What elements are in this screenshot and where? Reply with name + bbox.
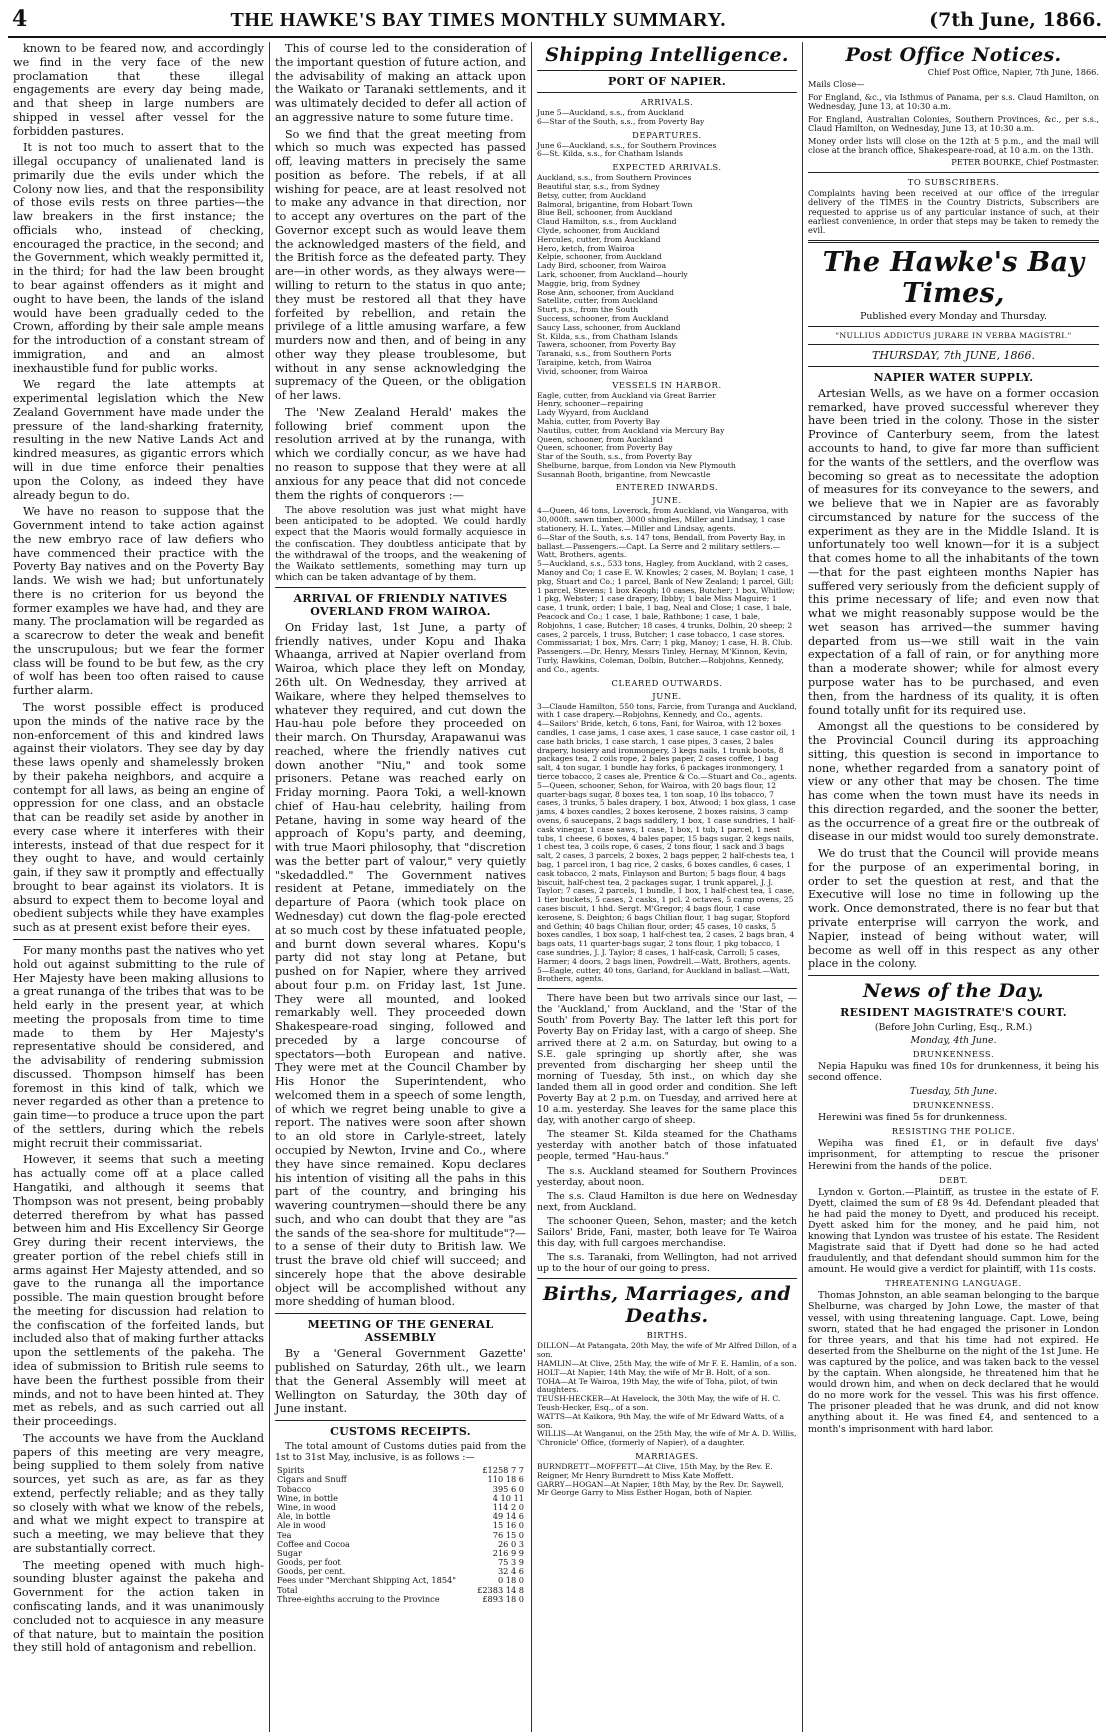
list-item: Claud Hamilton, s.s., from Auckland: [537, 217, 677, 227]
list-item: TOHA—At Te Wairoa, 19th May, the wife of Toha, pilot, of twin daughters.: [537, 1376, 778, 1395]
customs-total-value: £2383 14 8: [477, 1584, 524, 1595]
columns: [8, 42, 1106, 1732]
tuesday-date: Tuesday, 5th June.: [909, 1086, 998, 1098]
list-item: Success, schooner, from Auckland: [537, 313, 669, 323]
list-item: Lady Wyyard, from Auckland: [537, 408, 649, 418]
list-item: WATTS—At Kaikora, 9th May, the wife of Mr Edward Watts, of a son.: [537, 1411, 785, 1430]
paragraph: The meeting opened with much high-sounding bluster against the pakeha and Government for the action taken in confiscating lands, and it was unanimously concluded not to acquiesce in any measure of that nature, but to maintain the position they still hold of antagonism and rebellion.: [13, 1558, 264, 1655]
paragraph: For many months past the natives who yet hold out against submitting to the rule of Her Majesty have been making allusions to a great runanga of the tribes that was to be held early in the present year, at which meeting the proposals from time to time made to them by Her Majesty's representative should be considered, and the advisability of rendering submission discussed. Thompson himself has been foremost in this kind of talk, which we never regarded as other than a pretence to gain time—to produce a truce upon the part of the settlers, during which the rebels might recruit their commissariat.: [13, 944, 264, 1150]
births-list: [537, 1342, 797, 1448]
newspaper-title: THE HAWKE'S BAY TIMES MONTHLY SUMMARY.: [230, 9, 726, 31]
customs-item: Spirits: [277, 1465, 305, 1476]
customs-amount: 32 4 6: [497, 1566, 524, 1577]
list-item: Eagle, cutter, from Auckland via Great Barrier: [537, 390, 716, 400]
list-item: 3—Claude Hamilton, 550 tons, Farcie, from Turanga and Auckland, with 1 case drapery.—Robjohns, Kennedy, and Co., agents.: [537, 701, 797, 720]
list-item: 6—Star of the South, s.s. 147 tons, Bendall, from Poverty Bay, in ballast.—Passengers.—Capt. La Serre and 2 military settlers.—Watt, Brothers, agents.: [537, 532, 786, 560]
customs-eighths-label: Three-eighths accruing to the Province: [277, 1593, 440, 1604]
shipping-heading: Shipping Intelligence.: [545, 44, 789, 66]
list-item: Susannah Booth, brigantine, from Newcastle: [537, 469, 711, 479]
shipping-news: [537, 993, 797, 1274]
paragraph: However, it seems that such a meeting has actually come off at a place called Hangatiki, and although it seems that Thompson was not present, being probably deterred therefrom by what has passed between him and His Excellency Sir George Grey during their recent interviews, the greater portion of the rebel chiefs still in arms against Her Majesty attended, and so gave to the runanga all the importance possible. The main question brought before the meeting for discussion had relation to the confiscation of the forfeited lands, but included also that of making further attacks upon the settlements of the pakeha. The idea of submission to British rule seems to have been the furthest possible from their minds, and not to have been hinted at. They met as rebels, and as such carried out all their proceedings.: [13, 1153, 264, 1429]
paragraph: It is not too much to assert that to the illegal occupancy of unalienated land is primarily due the evils under which the Colony now lies, and that the responsibility of those evils rests on three parties—the law breakers in the first instance; the officials who, instead of checking, encouraged the practice, in the second; and the Government, which weakly permitted it, in the third; for had the law been brought to bear against offenders as it might and ought to have been, the lands of the island would have been gradually ceded to the Crown, affording by their sale ample means for the introduction of a constant stream of immigration, and and an almost inexhaustible fund for public works.: [13, 141, 264, 375]
list-item: Rose Ann, schooner, from Auckland: [537, 287, 674, 297]
page-number: 4: [12, 6, 28, 32]
bmd-heading: Births, Marriages, and Deaths.: [542, 1283, 791, 1328]
court-heading: RESIDENT MAGISTRATE'S COURT.: [840, 1006, 1067, 1020]
motto: "NULLIUS ADDICTUS JURARE IN VERBA MAGISTRI.": [835, 330, 1072, 340]
customs-item: Tobacco: [277, 1483, 311, 1494]
list-item: Maggie, brig, from Sydney: [537, 278, 641, 288]
list-item: June 6—Auckland, s.s., for Southern Provinces: [537, 140, 717, 150]
list-item: 5—Queen, schooner, Sehon, for Wairoa, with 20 bags flour, 12 quarter-bags sugar, 8 boxes tea, 1 ton soap, 10 lbs tobacco, 7 cases, 3 trunks, 5 bales drapery, 1 box, Atwood; 1 box glass, 1 case jams, 4 boxes candles, 2 boxes kerosene, 2 boxes raisins, 3 camp ovens, 6 saucepans, 2 bags saddlery, 1 box, 1 case sundries, 1 half-cask vinegar, 1 case saws, 1 case, 1 box, 1 tub, 1 parcel, 1 nest tubs, 1 cheese, 6 boxes, 4 bales paper, 15 bags sugar, 2 kegs nails, 1 chest tea, 3 coils rope, 6 cases, 2 tons flour, 1 sack and 3 bags salt, 2 cases, 3 parcels, 2 boxes, 2 bags pepper, 2 half-chests tea, 1 bag, 1 parcel iron, 1 bag rice, 2 casks, 6 boxes candles, 6 cases, 1 cask tobacco, 2 mats, Finlayson and Burton; 5 bags flour, 4 bags biscuit, half-chest tea, 2 packages sugar, 1 trunk apparel, J. J. Taylor; 7 cases, 2 parcels, 1 bundle, 1 box, 1 half-chest tea, 1 case, 1 tier buckets, 5 cases, 2 casks, 1 pcl. 2 octaves, 5 camp ovens, 25 cases biscuit, 1 hhd. Sergt. M'Gregor; 4 bags flour, 1 case kerosene, S. Deighton; 6 bags Chilian flour, 1 bag sugar, Stopford and Gethin; 40 bags Chilian flour, order; 45 cases, 10 casks, 5 boxes candles, 1 box soap, 1 half-chest tea, 2 cases, 2 bags bran, 4 bags oats, 11 quarter-bags sugar, 2 tons flour, 1 pkg tobacco, 1 case sundries, J. J. Taylor; 8 cases, 1 half-cask, Carroll; 5 cases, Harmer; 4 doors, 2 bags linen, Powdrell.—Watt, Brothers, agents.: [537, 780, 796, 966]
arrivals-heading: ARRIVALS.: [640, 97, 694, 107]
list-item: Lark, schooner, from Auckland—hourly: [537, 269, 688, 279]
post-sign: PETER BOURKE, Chief Postmaster.: [951, 157, 1099, 168]
list-item: Tawera, schooner, from Poverty Bay: [537, 340, 676, 350]
post-office-heading: Post Office Notices.: [845, 44, 1062, 66]
customs-amount: 110 18 6: [487, 1474, 524, 1485]
masthead: [8, 4, 1106, 38]
customs-total-label: Total: [277, 1584, 298, 1595]
departures-list: [537, 142, 797, 160]
news-heading: News of the Day.: [863, 980, 1044, 1003]
list-item: Kelpie, schooner, from Auckland: [537, 252, 662, 262]
customs-table: [275, 1466, 526, 1585]
dateline: THURSDAY, 7th JUNE, 1866.: [872, 348, 1035, 362]
customs-eighths-row: [275, 1595, 526, 1604]
debt-heading: DEBT.: [939, 1174, 968, 1185]
paragraph: The worst possible effect is produced upon the minds of the native race by the non-enforcement of this and kindred laws against their violators. They see day by day these laws openly and shamelessly broken by their pakeha neighbors, and acquire a contempt for all laws, as being an engine of oppression for one class, and an obstacle that can be readily set aside by another in every case where it interferes with their interests, instead of that due respect for it they ought to have, and would certainly gain, if they saw it promptly and effectually brought to bear against its violators. It is absurd to expect them to become loyal and obedient subjects while they have examples such as at present exist before their eyes.: [13, 700, 264, 935]
harbor-list: [537, 392, 797, 480]
customs-amount: 26 0 3: [497, 1538, 524, 1549]
drunk1-text: Nepia Hapuku was fined 10s for drunkenness, it being his second offence.: [808, 1061, 1099, 1084]
customs-amount: 114 2 0: [492, 1501, 524, 1512]
resist-text: Wepiha was fined £1, or in default five days' imprisonment, for attempting to rescue the prisoner Herewini from the hands of the police.: [808, 1138, 1099, 1172]
customs-amount: 75 3 9: [497, 1557, 524, 1568]
customs-item: Ale, in bottle: [277, 1511, 331, 1522]
divider: [275, 1313, 526, 1314]
divider: [808, 240, 1099, 243]
post-place: Chief Post Office, Napier, 7th June, 1866.: [927, 67, 1099, 77]
post-lines: [808, 93, 1099, 156]
outwards-list: [537, 703, 797, 985]
divider: [537, 92, 797, 93]
customs-amount: 4 10 11: [492, 1492, 524, 1503]
list-item: Auckland, s.s., from Southern Provinces: [537, 173, 692, 183]
paragraph: This of course led to the consideration of the important question of future action, and the advisability of making an attack upon the Waikato or Taranaki settlements, and it was ultimately decided to defer all action of an aggressive nature to some future time.: [275, 42, 526, 124]
divider: [275, 1420, 526, 1421]
paragraph: We have no reason to suppose that the Government intend to take action against the new embryo race of law defiers who have commenced their practice with the Poverty Bay natives and on the Poverty Bay lands. We wish we had; but unfortunately there is no criterion for us beyond the former examples we have had, and they are many. The proclamation will be regarded as a scarecrow to deter the weak and benefit the unscrupulous; but we fear the former class will be found to be but few, as the cry of wolf has been too often raised to cause further alarm.: [13, 505, 264, 698]
column-4: [803, 42, 1104, 1732]
arrival-heading: ARRIVAL OF FRIENDLY NATIVES OVERLAND FROM WAIROA.: [293, 591, 508, 618]
divider: [537, 70, 797, 71]
divider: [13, 939, 264, 940]
paragraph: There have been but two arrivals since our last, —the 'Auckland,' from Auckland, and the 'Star of the South' from Poverty Bay. The latter left this port for Poverty Bay on Friday last, with a cargo of sheep. She arrived there at 2 a.m. on Saturday, but owing to a S.E. gale springing up shortly after, she was prevented from discharging her sheep until the morning of Tuesday, 5th inst., on which day she landed them all in good order and condition. She left Poverty Bay at 2 p.m. on Tuesday, and arrived here at 10 a.m. yesterday. She leaves for the same place this day, with another cargo of sheep.: [537, 993, 797, 1127]
customs-heading: CUSTOMS RECEIPTS.: [330, 1425, 471, 1439]
paragraph: The s.s. Auckland steamed for Southern Provinces yesterday, about noon.: [537, 1165, 797, 1188]
divider: [808, 344, 1099, 345]
divider: [275, 587, 526, 588]
customs-item: Ale in wood: [277, 1520, 326, 1531]
customs-amount: 49 14 6: [492, 1511, 524, 1522]
paragraph: We do trust that the Council will provide means for the purpose of an experimental boring, in order to set the question at rest, and that the Executive will lose no time in following up the work. Once demonstrated, there is no fear but that private enterprise will carryon the work, and Napier, instead of being without water, will become as well off in this respect as any other place in the colony.: [808, 847, 1099, 971]
drunk2-text: Herewini was fined 5s for drunkenness.: [818, 1112, 1008, 1124]
runanga-article: [13, 944, 264, 1655]
list-item: Money order lists will close on the 12th at 5 p.m., and the mail will close at the branch office, Shakespeare-road, at 10 a.m. on the 13th.: [808, 135, 1099, 155]
list-item: Hero, ketch, from Wairoa: [537, 243, 635, 253]
assembly-text: By a 'General Government Gazette' published on Saturday, 26th ult., we learn that the General Assembly will meet at Wellington on Saturday, the 30th day of June instant.: [275, 1347, 526, 1416]
monday-date: Monday, 4th June.: [910, 1035, 997, 1047]
list-item: For England, Australian Colonies, Southern Provinces, &c., per s.s., Claud Hamilton, on Wednesday, June 13, at 10:30 a.m.: [808, 113, 1099, 134]
outwards-month: JUNE.: [652, 690, 682, 701]
list-item: Star of the South, s.s., from Poverty Bay: [537, 452, 692, 462]
customs-amount: 15 16 0: [492, 1520, 524, 1531]
debt-text: Lyndon v. Gorton.—Plaintiff, as trustee in the estate of F. Dyett, claimed the sum of £8 9s 4d. Defendant pleaded that he had paid the money to Dyett, and produced his receipt. Dyett asked him for the money, and he paid him, not knowing that Lyndon was trustee of his estate. The Resident Magistrate said that if Dyett had done so he had acted fraudulently, and that defendant should summon him for the amount. He would give a verdict for plaintiff, with 11s costs.: [808, 1186, 1099, 1276]
paragraph: known to be feared now, and accordingly we find in the very face of the new proclamation that these illegal engagements are every day being made, and that sheep in large numbers are shipped in vessel after vessel for the forbidden pastures.: [13, 42, 264, 138]
harbor-heading: VESSELS IN HARBOR.: [612, 379, 722, 390]
paragraph: Artesian Wells, as we have on a former occasion remarked, have proved successful wherever they have been tried in the colony. Those in the sister Province of Canterbury seem, from the latest accounts to hand, to give far more than sufficient for the wants of the settlers, and the overflow was becoming so great as to necessitate the adoption of measures for its conveyance to the sewers, and we believe that we in Napier are as favorably circumstanced by nature for the success of the experiment as they are in the Middle Island. It is unfortunately too well known—for it is a subject that comes home to all the inhabitants of the town—that for the past eighteen months Napier has suffered very seriously from the deficient supply of this prime necessary of life; and even now that what we might reasonably suppose would be the wet season has arrived—the summer having departed from us—we still wait in the vain expectation of a fall of rain, or for anything more than a moderate shower; while for almost every purpose water has to be purchased, and even then, from the hardness of its quality, it is often found totally unfit for its required use.: [808, 386, 1099, 717]
column-2: [270, 42, 532, 1732]
inwards-heading: ENTERED INWARDS.: [615, 482, 719, 493]
paragraph: The s.s. Taranaki, from Wellington, had not arrived up to the hour of our going to press.: [537, 1252, 797, 1275]
list-item: Vivid, schooner, from Wairoa: [537, 366, 648, 376]
list-item: WILLIS—At Wanganui, on the 25th May, the wife of Mr A. D. Willis, 'Chronicle' Office, (formerly of Napier), of a daughter.: [537, 1429, 797, 1448]
customs-eighths-value: £893 18 0: [482, 1593, 524, 1604]
arrival-text: On Friday last, 1st June, a party of friendly natives, under Kopu and Ihaka Whaanga, arrived at Napier overland from Wairoa, which place they left on Monday, 26th ult. On Wednesday, they arrived at Waikare, where they helped themselves to whatever they required, and cut down the Hau-hau pole before they proceeded on their march. On Thursday, Arapawanui was reached, where the friendly natives cut down another "Niu," and took some prisoners. Petane was reached early on Friday morning. Paora Toki, a well-known chief of Hau-hau celebrity, hailing from Petane, having in some way heard of the approach of Kopu's party, and deeming, with true Maori philosophy, that "discretion was the better part of valour," very quietly "skedaddled." The Government natives resident at Petane, immediately on the departure of Paora (which took place on Wednesday) cut down the flag-pole erected at so much cost by these infatuated people, and burnt down several whares. Kopu's party did not stay long at Petane, but pushed on for Napier, where they arrived about four p.m. on Friday last, 1st June. They were all mounted, and looked remarkably well. They proceeded down Shakespeare-road singing, followed and preceded by a large concourse of spectators—both European and native. They were met at the Council Chamber by His Honor the Superintendent, who welcomed them in a speech of some length, of which we regret being unable to give a report. The natives were soon after shown to an old store in Carlyle-street, lately occupied by Newton, Irvine and Co., where they have since remained. Kopu declares his intention of visiting all the pahs in this part of the country, and bringing his wavering countrymen—should there be any such, and who can doubt that they are "as the sands of the sea-shore for multitude"?—to a sense of their duty to British law. We trust the brave old chief will succeed; and sincerely hope that the above desirable object will be accomplished without any more shedding of human blood.: [275, 620, 526, 1309]
list-item: Sturt, p.s., from the South: [537, 305, 639, 315]
customs-item: Goods, per cent.: [277, 1566, 346, 1577]
divider: [808, 172, 1099, 173]
drunk1-heading: DRUNKENNESS.: [912, 1049, 995, 1060]
customs-item: Wine, in bottle: [277, 1492, 338, 1503]
paragraph: We regard the late attempts at experimental legislation which the New Zealand Government have made under the pressure of the land-sharking fraternity, resulting in the new Native Lands Act and kindred measures, as gigantic errors which will in due time enforce their penalties upon the Colony, as indeed they have already begun to do.: [13, 378, 264, 502]
divider: [808, 975, 1099, 976]
expected-list: [537, 174, 797, 376]
customs-amount: 216 9 9: [492, 1547, 524, 1558]
subscribers-heading: TO SUBSCRIBERS.: [907, 176, 1000, 187]
list-item: Betsy, cutter, from Auckland: [537, 190, 647, 200]
customs-intro: The total amount of Customs duties paid from the 1st to 31st May, inclusive, is as follows :—: [275, 1441, 526, 1464]
arrivals-list: [537, 109, 797, 127]
list-item: HAMLIN—At Clive, 25th May, the wife of Mr F. E. Hamlin, of a son.: [537, 1358, 797, 1368]
expected-heading: EXPECTED ARRIVALS.: [612, 162, 722, 173]
customs-amount: 395 6 0: [492, 1483, 524, 1494]
list-item: Taraipine, ketch, from Wairoa: [537, 357, 652, 367]
resist-heading: RESISTING THE POLICE.: [891, 1126, 1016, 1137]
list-item: For England, &c., via Isthmus of Panama, per s.s. Claud Hamilton, on Wednesday, June 13, at 10:30 a.m.: [808, 91, 1099, 112]
court-subtitle: (Before John Curling, Esq., R.M.): [874, 1022, 1033, 1034]
divider: [808, 326, 1099, 327]
list-item: Shelburne, barque, from London via New Plymouth: [537, 460, 736, 470]
list-item: Clyde, schooner, from Auckland: [537, 225, 660, 235]
port-heading: PORT OF NAPIER.: [608, 75, 726, 88]
paragraph: The s.s. Claud Hamilton is due here on Wednesday next, from Auckland.: [537, 1190, 797, 1213]
marriages-heading: MARRIAGES.: [635, 1450, 699, 1461]
paragraph: Amongst all the questions to be considered by the Provincial Council during its approaching sitting, this question is second in importance to none, whether regarded from a sanatory point of view or any other that may be chosen. The time has come when the town must have its needs in this direction regarded, and the sooner the better, as the occurrence of a great fire or the outbreak of disease in our midst would too surely demonstrate.: [808, 720, 1099, 844]
runanga-article-continued: [275, 42, 526, 502]
table-row: [275, 1540, 526, 1549]
water-heading: NAPIER WATER SUPPLY.: [873, 370, 1034, 384]
herald-quote: The above resolution was just what might have been anticipated to be adopted. We could hardly expect that the Maoris would formally acquiesce in the confiscation. They doubtless anticipate that by the withdrawal of the troops, and the weakening of the Waikato settlements, something may turn up which can be taken advantage of by them.: [275, 505, 526, 583]
land-article: [13, 42, 264, 935]
customs-item: Wine, in wood: [277, 1501, 336, 1512]
list-item: St. Kilda, s.s., from Chatham Islands: [537, 331, 678, 341]
post-office-notice: [808, 68, 1099, 168]
issue-date: (7th June, 1866.: [929, 9, 1102, 31]
paragraph: The 'New Zealand Herald' makes the following brief comment upon the resolution arrived at by the runanga, with which we cordially concur, as we have had no reason to suppose that they were at all anxious for any peace that did not concede them the rights of conquerors :—: [275, 405, 526, 502]
column-3: [532, 42, 803, 1732]
water-article: [808, 387, 1099, 971]
threat-text: Thomas Johnston, an able seaman belonging to the barque Shelburne, was charged by John Lowe, the master of that vessel, with using threatening language. Capt. Lowe, being sworn, stated that he had engaged the prisoner in London for three years, and that his time had not expired. He deserted from the Shelburne on the night of the 1st June. He was captured by the police, and was taken back to the vessel by the captain. When alongside, he threatened him that he would drown him, and when on deck declared that he would do no more work for the vessel. This was his first offence. The prisoner pleaded that he was drunk, and did not know anything about it. He was fined £4, and sentenced to a month's imprisonment with hard labor.: [808, 1290, 1099, 1435]
customs-totals: [275, 1586, 526, 1604]
customs-item: Sugar: [277, 1547, 302, 1558]
departures-heading: DEPARTURES.: [632, 129, 702, 140]
list-item: DILLON—At Patangata, 20th May, the wife of Mr Alfred Dillon, of a son.: [537, 1341, 797, 1360]
paragraph: The accounts we have from the Auckland papers of this meeting are very meagre, being supplied to them solely from native sources, yet such as are, as far as they extend, perfectly reliable; and as they tally so closely with what we know of the rebels, and what we might expect to transpire at such a meeting, we may believe that they are substantially correct.: [13, 1431, 264, 1555]
list-item: Taranaki, s.s., from Southern Ports: [537, 349, 672, 359]
list-item: 6—Star of the South, s.s., from Poverty Bay: [537, 116, 705, 126]
paper-subtitle: Published every Monday and Thursday.: [860, 310, 1047, 322]
marriages-list: [537, 1463, 797, 1498]
list-item: 6—St. Kilda, s.s., for Chatham Islands: [537, 149, 683, 159]
divider: [808, 366, 1099, 367]
list-item: BURNDRETT—MOFFETT—At Clive, 15th May, by the Rev. E. Reigner, Mr Henry Burndrett to Miss Kate Moffett.: [537, 1461, 773, 1480]
paragraph: The schooner Queen, Sehon, master; and the ketch Sailors' Bride, Fani, master, both leave for Te Wairoa this day, with full cargoes merchandise.: [537, 1215, 797, 1250]
divider: [537, 988, 797, 989]
subscribers-notice: [808, 189, 1099, 236]
list-item: 4—Queen, 46 tons, Loverock, from Auckland, via Wangaroa, with 30,000ft. sawn timber, 3000 shingles, Miller and Lindsay, 1 case stationery, H. L. Yates.—Miller and Lindsay, agents.: [537, 506, 789, 534]
paragraph: The steamer St. Kilda steamed for the Chathams yesterday with another batch of those infatuated people, termed "Hau-haus.": [537, 1129, 797, 1163]
inwards-list: [537, 507, 797, 674]
list-item: 5—Auckland, s.s., 533 tons, Hagley, from Auckland, with 2 cases, Manoy and Co; 1 case E. W. Knowles; 2 cases, M. Boylan; 1 case, 1 pkg, Stuart and Co.; 1 parcel, Bank of New Zealand; 1 parcel, Gill; 1 parcel, Stevens; 1 box Keogh; 10 cases, Butcher; 1 box, Whitlow; 1 pkg, Webster; 1 case drapery, Ibbby; 1 bale Miss Maguire; 1 case, 1 trunk, order; 1 bale, 1 bag, Neal and Close; 1 case, 1 bale, Peacock and Co.; 1 case, 1 bale, Rathbone; 1 case, 1 bale, Robjohns, 1 case, Butcher; 18 cases, 4 trunks, Dolbin, 20 sheep; 2 cases, 2 parcels, 1 truss, Butcher; 1 case tobacco, 1 case stores. Commissariat; 1 box, Mrs. Carr; 1 pkg, Manoy; 1 case, H. B. Club. Passengers.—Dr. Henry, Messrs Tinley, Hernay, M'Kinnon, Kevin, Turly, Hawkins, Coleman, Dolbin, Butcher.—Robjohns, Kennedy, and Co., agents.: [537, 559, 795, 674]
list-item: Satellite, cutter, from Auckland: [537, 296, 658, 306]
customs-amount: 0 18 0: [497, 1575, 524, 1586]
subscribers-text: Complaints having been received at our office of the irregular delivery of the TIMES in the Country Districts, Subscribers are requested to apprise us of any particular instance of such, at their earliest convenience, in order that steps may be taken to remedy the evil.: [808, 187, 1099, 236]
customs-amount: 76 15 0: [492, 1529, 524, 1540]
list-item: Beautiful star, s.s., from Sydney: [537, 181, 660, 191]
paragraph: So we find that the great meeting from which so much was expected has passed off, leaving matters in precisely the same position as before. The rebels, if at all wishing for peace, are at least resolved not to make any advance in that direction, nor to accept any overtures on the part of the Governor except such as would leave them the acknowledged masters of the field, and the British force as the defeated party. They are—in other words, as they always were—willing to return to the status in quo ante; they must be restored all that they have forfeited by rebellion, and retain the privilege of a little amusing warfare, a few murders now and then, and of being in any other way they please troublesome, but without in any sense acknowledging the supremacy of the Queen, or the obligation of her laws.: [275, 127, 526, 403]
outwards-heading: CLEARED OUTWARDS.: [611, 677, 723, 688]
customs-item: Fees under "Merchant Shipping Act, 1854": [277, 1575, 457, 1586]
list-item: Blue Bell, schooner, from Auckland: [537, 208, 673, 218]
list-item: Queen, schooner, from Poverty Bay: [537, 443, 673, 453]
list-item: Mahia, cutter, from Poverty Bay: [537, 416, 660, 426]
customs-item: Goods, per foot: [277, 1557, 341, 1568]
list-item: Queen, schooner, from Auckland: [537, 434, 663, 444]
list-item: Henry, schooner—repairing: [537, 399, 644, 409]
customs-item: Cigars and Snuff: [277, 1474, 347, 1485]
list-item: Lady Bird, schooner, from Wairoa: [537, 261, 667, 271]
list-item: Saucy Lass, schooner, from Auckland: [537, 322, 681, 332]
assembly-heading: MEETING OF THE GENERAL ASSEMBLY: [307, 1318, 494, 1345]
table-row: [275, 1521, 526, 1530]
divider: [537, 1278, 797, 1279]
customs-item: Tea: [277, 1529, 292, 1540]
list-item: TEUSH-HECKER—At Havelock, the 30th May, the wife of H. C. Teush-Hecker, Esq., of a son.: [537, 1394, 781, 1412]
list-item: June 5—Auckland, s.s., from Auckland: [537, 108, 684, 117]
list-item: Balmoral, brigantine, from Hobart Town: [537, 199, 693, 209]
list-item: GARRY—HOGAN—At Napier, 18th May, by the Rev. Dr. Saywell, Mr George Garry to Miss Esther Hogan, both of Napier.: [537, 1479, 784, 1498]
threat-heading: THREATENING LANGUAGE.: [885, 1278, 1022, 1289]
list-item: Nautilus, cutter, from Auckland via Mercury Bay: [537, 425, 725, 435]
list-item: 4—Sailors' Bride, ketch, 6 tons, Fani, for Wairoa, with 12 boxes candles, 1 case jams, 1 case axes, 1 case sauce, 1 case castor oil, 1 case bath bricks, 1 case starch, 1 case pipes, 3 cases, 2 bales drapery, hosiery and ironmongery, 3 kegs nails, 1 trunk boots, 8 packages tea, 2 coils rope, 2 bales paper, 2 cases coffee, 1 bag salt, 4 ton sugar, 1 bundle hay forks, 6 packages ironmongery, 1 tierce tobacco, 2 cases ale, Prentice & Co.—Stuart and Co., agents.: [537, 719, 797, 781]
births-heading: BIRTHS.: [646, 1330, 688, 1341]
table-row: [275, 1475, 526, 1484]
customs-amount: £1258 7 7: [482, 1465, 524, 1476]
post-mails: Mails Close—: [808, 79, 865, 90]
list-item: HOLT—At Napier, 14th May, the wife of Mr B. Holt, of a son.: [537, 1367, 771, 1377]
list-item: 5—Eagle, cutter, 40 tons, Garland, for Auckland in ballast.—Watt, Brothers, agents.: [537, 965, 790, 984]
customs-item: Coffee and Cocoa: [277, 1538, 350, 1549]
drunk2-heading: DRUNKENNESS.: [912, 1100, 995, 1111]
list-item: Hercules, cutter, from Auckland: [537, 234, 661, 244]
paper-title: The Hawke's Bay Times,: [822, 246, 1085, 309]
inwards-month: JUNE.: [652, 495, 682, 506]
column-1: [8, 42, 270, 1732]
